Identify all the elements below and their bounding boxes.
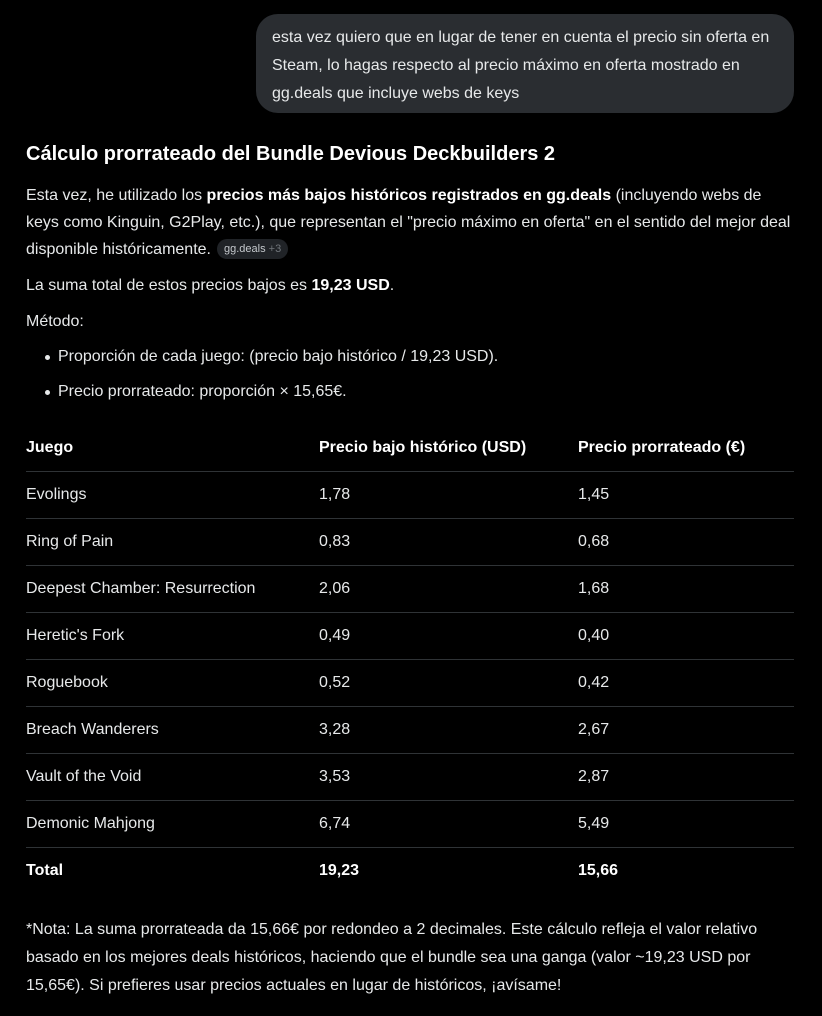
header-prorated-price: Precio prorrateado (€)	[578, 425, 794, 472]
cell-low-price: 0,52	[319, 660, 578, 707]
cell-low-price: 6,74	[319, 801, 578, 848]
cell-game: Roguebook	[26, 660, 319, 707]
cell-prorated-price: 0,68	[578, 519, 794, 566]
cell-game: Evolings	[26, 472, 319, 519]
table-row	[26, 660, 794, 707]
table-row	[26, 472, 794, 519]
cell-prorated-price: 0,40	[578, 613, 794, 660]
note-paragraph: *Nota: La suma prorrateada da 15,66€ por redondeo a 2 decimales. Este cálculo refleja el valor relativo basado en los mejores deals históricos, haciendo que el bundle sea una ganga (valor ~19,23 USD por 15,65€). Si prefieres usar precios actuales en lugar de históricos, ¡avísame!	[26, 921, 758, 994]
method-list	[26, 343, 796, 405]
citation-count: +3	[268, 243, 282, 255]
total-prorated-price: 15,66	[578, 862, 619, 879]
citation-chip[interactable]	[217, 239, 288, 259]
table-row	[26, 566, 794, 613]
sum-paragraph	[26, 272, 796, 299]
cell-low-price: 0,49	[319, 613, 578, 660]
table-row	[26, 754, 794, 801]
intro-text-bold: precios más bajos históricos registrados en gg.deals	[206, 187, 612, 204]
citation-source: gg.deals	[224, 243, 266, 255]
cell-prorated-price: 2,67	[578, 707, 794, 754]
cell-low-price: 1,78	[319, 472, 578, 519]
total-label: Total	[26, 862, 64, 879]
cell-low-price: 3,28	[319, 707, 578, 754]
table-row	[26, 613, 794, 660]
table-row	[26, 519, 794, 566]
method-item: Proporción de cada juego: (precio bajo histórico / 19,23 USD).	[26, 343, 796, 370]
user-message-bubble	[256, 14, 794, 113]
sum-text-end: .	[389, 277, 395, 294]
cell-game: Vault of the Void	[26, 754, 319, 801]
cell-low-price: 2,06	[319, 566, 578, 613]
table-total-row	[26, 848, 794, 895]
sum-text-start: La suma total de estos precios bajos es	[26, 277, 312, 294]
cell-prorated-price: 5,49	[578, 801, 794, 848]
cell-game: Ring of Pain	[26, 519, 319, 566]
intro-paragraph	[26, 182, 796, 263]
cell-game: Heretic's Fork	[26, 613, 319, 660]
user-message-text: esta vez quiero que en lugar de tener en cuenta el precio sin oferta en Steam, lo hagas respecto al precio máximo en oferta mostrado en gg.deals que incluye webs de keys	[272, 29, 770, 102]
cell-low-price: 0,83	[319, 519, 578, 566]
assistant-reply	[26, 140, 796, 1016]
method-label: Método:	[26, 313, 84, 330]
cell-game: Deepest Chamber: Resurrection	[26, 566, 319, 613]
total-low-price: 19,23	[319, 862, 360, 879]
cell-prorated-price: 1,68	[578, 566, 794, 613]
table-row	[26, 801, 794, 848]
method-item: Precio prorrateado: proporción × 15,65€.	[26, 378, 796, 405]
intro-text-start: Esta vez, he utilizado los	[26, 187, 207, 204]
cell-game: Breach Wanderers	[26, 707, 319, 754]
intro-text-end: (incluyendo webs de keys como Kinguin, G2Play, etc.), que representan el "precio máximo en oferta" en el sentido del mejor deal disponible históricamente.	[26, 187, 791, 258]
cell-prorated-price: 1,45	[578, 472, 794, 519]
header-game: Juego	[26, 425, 319, 472]
header-low-price: Precio bajo histórico (USD)	[319, 425, 578, 472]
reply-title: Cálculo prorrateado del Bundle Devious Deckbuilders 2	[26, 143, 556, 165]
price-table	[26, 425, 794, 894]
table-header-row	[26, 425, 794, 472]
cell-low-price: 3,53	[319, 754, 578, 801]
cell-prorated-price: 0,42	[578, 660, 794, 707]
cell-game: Demonic Mahjong	[26, 801, 319, 848]
sum-value: 19,23 USD	[311, 277, 390, 294]
cell-prorated-price: 2,87	[578, 754, 794, 801]
table-row	[26, 707, 794, 754]
